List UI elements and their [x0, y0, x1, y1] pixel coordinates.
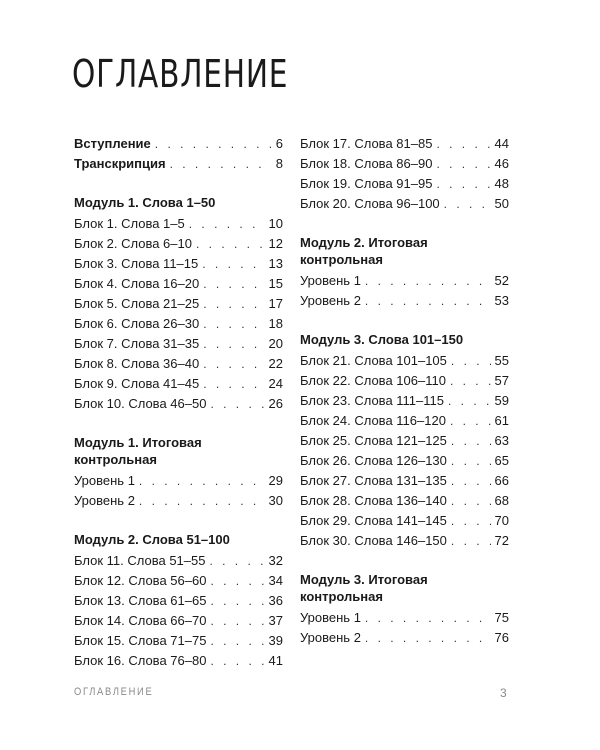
toc-entry[interactable]	[74, 134, 283, 154]
toc-leader-dots	[444, 194, 491, 214]
page-title: ОГЛАВЛЕНИЕ	[72, 52, 289, 96]
toc-leader-dots	[210, 651, 264, 671]
toc-leader-dots	[210, 631, 264, 651]
toc-leader-dots	[448, 391, 491, 411]
footer-page-number: 3	[500, 686, 507, 700]
toc-leader-dots	[202, 254, 264, 274]
toc-entry-label: Блок 25. Слова 121–125	[300, 433, 447, 448]
toc-entry-page: 57	[494, 373, 509, 388]
toc-entry-page: 65	[494, 453, 509, 468]
toc-test-heading-line2: контрольная	[74, 452, 157, 467]
toc-entry-page: 22	[268, 356, 283, 371]
toc-entry-label: Блок 16. Слова 76–80	[74, 653, 207, 668]
toc-leader-dots	[170, 154, 272, 174]
toc-entry-page: 18	[268, 316, 283, 331]
toc-test-heading-line1: Модуль 2. Итоговая	[300, 235, 428, 250]
toc-entry[interactable]	[74, 314, 283, 334]
toc-entry-label: Уровень 2	[300, 630, 361, 645]
toc-entry-label: Уровень 1	[300, 273, 361, 288]
toc-entry-label: Блок 20. Слова 96–100	[300, 196, 440, 211]
toc-entry[interactable]	[300, 491, 509, 511]
toc-entry-label: Блок 27. Слова 131–135	[300, 473, 447, 488]
toc-entry[interactable]	[74, 274, 283, 294]
toc-test-heading[interactable]	[300, 571, 509, 605]
toc-entry-label: Блок 3. Слова 11–15	[74, 256, 199, 271]
toc-entry[interactable]	[300, 411, 509, 431]
toc-entry-label: Блок 10. Слова 46–50	[74, 396, 207, 411]
toc-entry-label: Блок 21. Слова 101–105	[300, 353, 447, 368]
toc-entry-page: 75	[494, 610, 509, 625]
toc-entry-page: 30	[268, 493, 283, 508]
toc-entry[interactable]	[300, 531, 509, 551]
toc-leader-dots	[203, 274, 264, 294]
toc-leader-dots	[450, 411, 491, 431]
toc-entry-page: 59	[494, 393, 509, 408]
toc-entry-page: 12	[268, 236, 283, 251]
toc-leader-dots	[209, 551, 264, 571]
toc-entry[interactable]	[300, 154, 509, 174]
toc-entry[interactable]	[74, 394, 283, 414]
toc-entry[interactable]	[74, 234, 283, 254]
toc-leader-dots	[451, 351, 491, 371]
toc-test-heading[interactable]	[300, 234, 509, 268]
toc-leader-dots	[451, 471, 491, 491]
toc-entry[interactable]	[74, 294, 283, 314]
toc-entry-page: 8	[275, 156, 283, 171]
toc-leader-dots	[203, 294, 264, 314]
toc-entry[interactable]	[300, 134, 509, 154]
toc-entry-label: Блок 28. Слова 136–140	[300, 493, 447, 508]
toc-entry-page: 48	[494, 176, 509, 191]
toc-entry[interactable]	[74, 491, 283, 511]
toc-entry-label: Блок 14. Слова 66–70	[74, 613, 207, 628]
toc-entry[interactable]	[300, 194, 509, 214]
toc-entry[interactable]	[74, 631, 283, 651]
toc-entry[interactable]	[300, 511, 509, 531]
toc-entry-page: 24	[268, 376, 283, 391]
toc-leader-dots	[155, 134, 272, 154]
toc-entry-page: 37	[268, 613, 283, 628]
toc-leader-dots	[451, 491, 491, 511]
toc-entry-page: 32	[268, 553, 283, 568]
toc-entry[interactable]	[74, 571, 283, 591]
toc-entry-page: 52	[494, 273, 509, 288]
toc-entry-page: 6	[275, 136, 283, 151]
toc-entry-page: 34	[268, 573, 283, 588]
toc-leader-dots	[451, 531, 491, 551]
toc-entry-label: Уровень 2	[74, 493, 135, 508]
toc-entry-label: Блок 9. Слова 41–45	[74, 376, 200, 391]
toc-entry[interactable]	[74, 214, 283, 234]
toc-entry[interactable]	[300, 271, 509, 291]
toc-leader-dots	[450, 371, 491, 391]
toc-entry-page: 13	[268, 256, 283, 271]
toc-entry-label: Блок 26. Слова 126–130	[300, 453, 447, 468]
toc-entry-label: Блок 15. Слова 71–75	[74, 633, 207, 648]
toc-entry-page: 10	[268, 216, 283, 231]
toc-leader-dots	[210, 611, 264, 631]
toc-column-left	[74, 134, 283, 671]
toc-module-heading[interactable]: Модуль 3. Слова 101–150	[300, 332, 464, 347]
toc-entry-page: 36	[268, 593, 283, 608]
toc-entry-page: 46	[494, 156, 509, 171]
toc-module-heading[interactable]: Модуль 1. Слова 1–50	[74, 195, 216, 210]
toc-entry[interactable]	[74, 551, 283, 571]
toc-leader-dots	[365, 271, 491, 291]
toc-entry[interactable]	[74, 254, 283, 274]
toc-test-heading-line1: Модуль 3. Итоговая	[300, 572, 428, 587]
toc-entry-label: Блок 30. Слова 146–150	[300, 533, 447, 548]
toc-entry-label: Вступление	[74, 136, 151, 151]
toc-entry-page: 17	[268, 296, 283, 311]
toc-leader-dots	[365, 628, 491, 648]
toc-leader-dots	[189, 214, 265, 234]
toc-entry-label: Блок 13. Слова 61–65	[74, 593, 207, 608]
toc-entry-label: Блок 12. Слова 56–60	[74, 573, 207, 588]
toc-entry[interactable]	[300, 608, 509, 628]
toc-entry-page: 29	[268, 473, 283, 488]
toc-leader-dots	[436, 174, 490, 194]
toc-entry-page: 66	[494, 473, 509, 488]
toc-leader-dots	[436, 154, 490, 174]
toc-entry-page: 44	[494, 136, 509, 151]
toc-entry[interactable]	[300, 291, 509, 311]
toc-entry-label: Уровень 2	[300, 293, 361, 308]
toc-test-heading-line2: контрольная	[300, 252, 383, 267]
toc-entry-page: 76	[494, 630, 509, 645]
toc-entry[interactable]	[300, 431, 509, 451]
toc-entry-page: 15	[268, 276, 283, 291]
toc-leader-dots	[210, 571, 264, 591]
toc-entry-label: Блок 1. Слова 1–5	[74, 216, 185, 231]
toc-entry-label: Блок 4. Слова 16–20	[74, 276, 200, 291]
toc-entry-label: Уровень 1	[300, 610, 361, 625]
toc-entry-label: Блок 18. Слова 86–90	[300, 156, 433, 171]
toc-entry-label: Блок 23. Слова 111–115	[300, 393, 444, 408]
toc-entry[interactable]	[300, 351, 509, 371]
toc-entry-label: Транскрипция	[74, 156, 166, 171]
toc-leader-dots	[203, 314, 264, 334]
toc-entry[interactable]	[74, 651, 283, 671]
toc-leader-dots	[196, 234, 265, 254]
toc-entry-label: Блок 7. Слова 31–35	[74, 336, 200, 351]
toc-entry-label: Уровень 1	[74, 473, 135, 488]
toc-entry[interactable]	[74, 471, 283, 491]
toc-entry[interactable]	[74, 154, 283, 174]
toc-entry-label: Блок 11. Слова 51–55	[74, 553, 206, 568]
toc-entry-page: 55	[494, 353, 509, 368]
toc-entry-page: 53	[494, 293, 509, 308]
toc-entry[interactable]	[300, 451, 509, 471]
toc-entry[interactable]	[300, 628, 509, 648]
toc-test-heading-line1: Модуль 1. Итоговая	[74, 435, 202, 450]
toc-entry-page: 68	[494, 493, 509, 508]
toc-leader-dots	[139, 471, 265, 491]
toc-entry[interactable]	[300, 471, 509, 491]
toc-entry-page: 20	[268, 336, 283, 351]
toc-entry-label: Блок 24. Слова 116–120	[300, 413, 446, 428]
toc-test-heading-line2: контрольная	[300, 589, 383, 604]
toc-leader-dots	[203, 354, 264, 374]
toc-leader-dots	[365, 608, 491, 628]
toc-module-heading[interactable]: Модуль 2. Слова 51–100	[74, 532, 230, 547]
toc-entry-page: 61	[494, 413, 509, 428]
toc-entry[interactable]	[74, 334, 283, 354]
toc-entry-label: Блок 22. Слова 106–110	[300, 373, 446, 388]
toc-entry-label: Блок 6. Слова 26–30	[74, 316, 200, 331]
toc-leader-dots	[436, 134, 490, 154]
toc-entry[interactable]	[74, 374, 283, 394]
toc-leader-dots	[365, 291, 491, 311]
toc-entry[interactable]	[74, 354, 283, 374]
toc-entry-label: Блок 17. Слова 81–85	[300, 136, 433, 151]
toc-leader-dots	[139, 491, 265, 511]
toc-entry-label: Блок 29. Слова 141–145	[300, 513, 447, 528]
toc-test-heading[interactable]	[74, 434, 283, 468]
toc-leader-dots	[210, 591, 264, 611]
toc-entry[interactable]	[300, 371, 509, 391]
toc-entry-page: 26	[268, 396, 283, 411]
toc-entry-label: Блок 2. Слова 6–10	[74, 236, 192, 251]
toc-entry[interactable]	[300, 174, 509, 194]
toc-leader-dots	[210, 394, 264, 414]
toc-leader-dots	[203, 374, 264, 394]
toc-leader-dots	[451, 511, 491, 531]
toc-entry-page: 41	[268, 653, 283, 668]
footer-running-title: ОГЛАВЛЕНИЕ	[74, 686, 154, 698]
toc-entry[interactable]	[300, 391, 509, 411]
toc-entry-page: 50	[494, 196, 509, 211]
toc-entry-page: 70	[494, 513, 509, 528]
toc-entry[interactable]	[74, 611, 283, 631]
toc-leader-dots	[451, 431, 491, 451]
toc-entry[interactable]	[74, 591, 283, 611]
toc-leader-dots	[451, 451, 491, 471]
toc-entry-label: Блок 5. Слова 21–25	[74, 296, 200, 311]
toc-module-entries	[74, 214, 283, 414]
toc-entry-label: Блок 8. Слова 36–40	[74, 356, 200, 371]
toc-entry-page: 39	[268, 633, 283, 648]
toc-entry-page: 72	[494, 533, 509, 548]
toc-leader-dots	[203, 334, 264, 354]
toc-entry-label: Блок 19. Слова 91–95	[300, 176, 433, 191]
toc-column-right	[300, 134, 509, 648]
toc-entry-page: 63	[494, 433, 509, 448]
